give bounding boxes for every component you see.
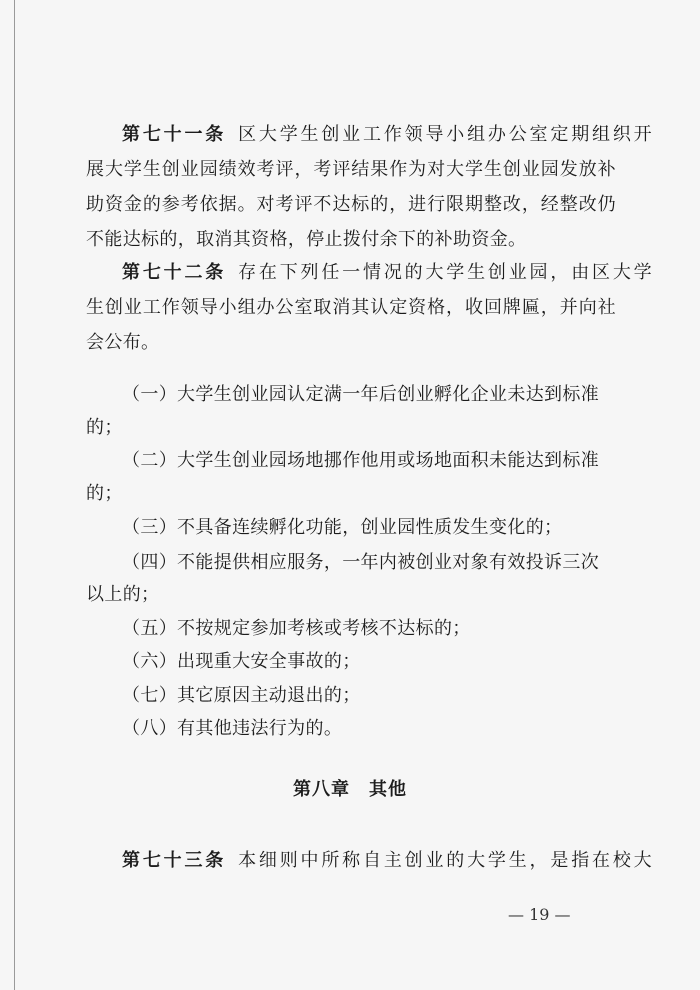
list-item-4-line-2: 以上的； xyxy=(86,584,160,605)
article-71-line-2: 展大学生创业园绩效考评，考评结果作为对大学生创业园发放补 xyxy=(86,159,616,180)
list-item-2-line-1: （二）大学生创业园场地挪作他用或场地面积未能达到标准 xyxy=(122,450,600,471)
chapter-8-title: 第八章 其他 xyxy=(293,779,407,800)
article-71-number: 第七十一条 xyxy=(122,124,227,145)
article-71-line-3: 助资金的参考依据。对考评不达标的，进行限期整改，经整改仍 xyxy=(86,194,616,215)
list-item-1-line-1: （一）大学生创业园认定满一年后创业孵化企业未达到标准 xyxy=(122,384,600,405)
article-72-line-2: 生创业工作领导小组办公室取消其认定资格，收回牌匾，并向社 xyxy=(86,297,616,318)
page-number: — 19 — xyxy=(508,905,571,924)
list-item-2-line-2: 的； xyxy=(86,483,123,504)
list-item-1-line-2: 的； xyxy=(86,417,123,438)
list-item-7: （七）其它原因主动退出的； xyxy=(122,685,361,706)
list-item-4-line-1: （四）不能提供相应服务，一年内被创业对象有效投诉三次 xyxy=(122,552,600,573)
article-73-line-1: 第七十三条 本细则中所称自主创业的大学生，是指在校大 xyxy=(122,850,652,871)
article-72-line-1: 第七十二条 存在下列任一情况的大学生创业园，由区大学 xyxy=(122,262,652,283)
article-71-line-4: 不能达标的，取消其资格，停止拨付余下的补助资金。 xyxy=(86,229,527,250)
list-item-8: （八）有其他违法行为的。 xyxy=(122,718,343,739)
binding-line xyxy=(14,0,15,990)
list-item-6: （六）出现重大安全事故的； xyxy=(122,651,361,672)
list-item-5: （五）不按规定参加考核或考核不达标的； xyxy=(122,618,471,639)
list-item-3: （三）不具备连续孵化功能，创业园性质发生变化的； xyxy=(122,517,563,538)
article-72-line-3: 会公布。 xyxy=(86,332,160,353)
article-73-number: 第七十三条 xyxy=(122,850,227,871)
article-71-line-1: 第七十一条 区大学生创业工作领导小组办公室定期组织开 xyxy=(122,124,652,145)
article-72-number: 第七十二条 xyxy=(122,262,227,283)
